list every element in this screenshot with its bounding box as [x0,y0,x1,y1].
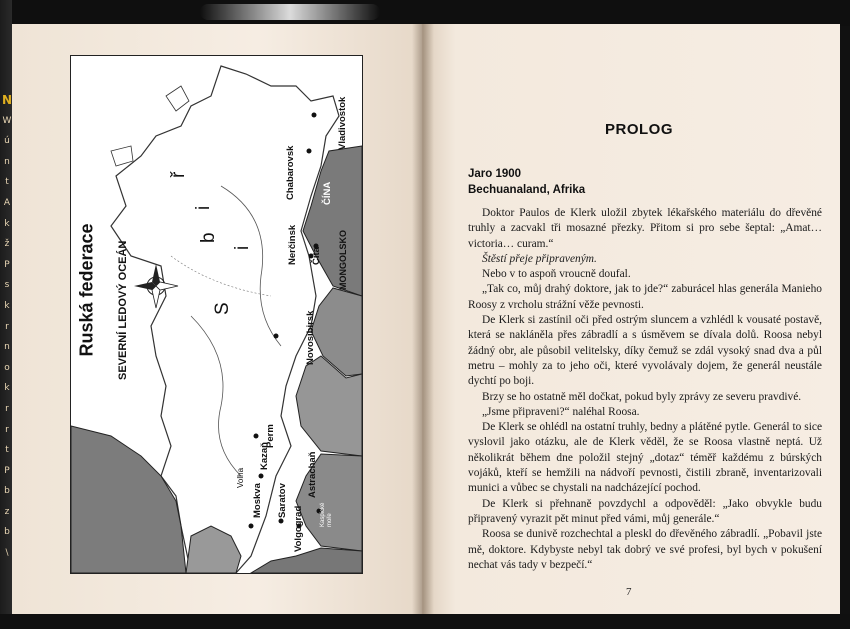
bottom-shadow [0,614,850,629]
page-number: 7 [626,586,632,598]
italic-text: Štěstí přeje připraveným. [482,252,597,265]
spine-letter: r [5,403,9,414]
city-dot-chabarovsk [307,149,312,154]
spine-letter: N [2,93,13,107]
label-vladivostok: Vladivostok [337,96,348,150]
city-dot-perm [254,434,259,439]
label-siberia-b: b [198,232,219,243]
spine-letter: n [4,342,10,353]
label-moskva: Moskva [252,483,263,518]
dateline-date: Jaro 1900 [468,168,522,180]
label-ocean: SEVERNÍ LEDOVÝ OCEÁN [117,240,129,380]
city-dot-saratov [279,519,284,524]
label-siberia-i: i [232,245,253,250]
spine-letter: P [4,259,10,270]
spine-letter: n [4,156,10,167]
prologue-body [468,206,822,573]
spine-letter: ú [4,136,10,147]
spine-letter: b [4,486,10,497]
spine-letter: s [4,280,10,291]
label-mongolsko: MONGOLSKO [338,230,348,290]
paragraph: Brzy se ho ostatně měl dočkat, pokud byly zprávy ze severu pravdivé. [482,390,802,403]
paragraph: Nebo v to aspoň vroucně doufal. [482,268,631,281]
spine-letter: r [5,321,9,332]
spine-letter: W [2,115,12,126]
spine-letter: b [4,527,10,538]
spine-letter: P [4,465,10,476]
adjacent-book-spine [0,0,12,629]
spine-letter: k [4,218,10,229]
light-reflection [200,4,380,20]
label-chabarovsk: Chabarovsk [285,145,296,200]
spine-letter: t [5,177,9,188]
label-perm: Perm [265,424,276,448]
spine-letter: k [4,300,10,311]
label-china: ČÍNA [322,181,333,205]
book-gutter [412,24,434,614]
dateline-place: Bechuanaland, Afrika [468,184,586,196]
label-siberia-s: S [212,302,233,315]
map-title: Ruská federace [76,223,97,357]
paragraph: Roosa se dunivě rozchechtal a pleskl do dřevěného zábradlí. „Pobavil jste mě, doktore. Kdybyste nebyl tak dobrý ve své profesi, byl bych v pokušení nechat vás tady v bezpečí.“ [468,528,822,571]
paragraph: De Klerk se ohlédl na ostatní truhly, bedny a plátěné pytle. Generál to sice vyslovil jako otázku, ale de Klerk věděl, že se Roosa vlastně neptá. Už několikrát během dne položil stejný „dotaz“ téměř každému z búrských vojáků, kteří se hemžili na nádvoří pevnosti, čistili zbraně, inventarizovali munici a vůbec se chystali na nadcházející pochod. [468,421,822,495]
spine-letter: k [4,383,10,394]
paragraph: Doktor Paulos de Klerk uložil zbytek lékařského materiálu do dřevěné truhly a zacvakl tři mosazné přezky. Přitom si pro sebe šeptal: „Amat… victoria… curam.“ [468,207,822,250]
spine-letter: r [5,424,9,435]
chapter-title: PROLOG [605,121,674,138]
spine-letter: o [4,362,10,373]
spine-letter: \ [5,548,9,559]
label-nercinsk: Nerčinsk [287,224,298,265]
label-volgograd: Volgograd [293,505,304,552]
label-astrachan: Astrachaň [307,451,318,498]
paragraph: De Klerk si zastínil oči před ostrým sluncem a vzhlédl k vousaté postavě, která se nakláněla přes zábradlí a s úsměvem se dívala dolů. Roosa nebyl žádný obr, ale působil velitelsky, díky čemuž se zdál vysoký snad dva a půl metru – mohly za to jeho oči, které vyvolávaly dojem, že generál neustále dychtí po boji. [468,314,822,388]
spine-letter: z [4,506,10,517]
paragraph: De Klerk si přehnaně povzdychl a odpověděl: „Jako obvykle budu připravený vyrazit pět minut před vámi, můj generále.“ [468,497,822,525]
label-kazan: Kazaň [259,442,270,470]
paragraph: „Tak co, můj drahý doktore, jak to jde?“ zaburácel hlas generála Manieho Roosy z vrcholu strážní věže pevnosti. [468,283,822,311]
label-novosibirsk: Novosibirsk [305,310,316,365]
spine-letter: t [5,445,9,456]
city-dot-vladivostok [312,113,317,118]
spine-letter: A [3,197,11,208]
label-siberia-r: ř [168,171,189,178]
label-siberia-i2: i [193,205,214,210]
city-dot-kazan [259,474,264,479]
spine-letter: ž [4,239,10,250]
spine-letters [2,90,12,564]
paragraph: „Jsme připraveni?“ naléhal Roosa. [482,405,640,418]
top-shadow [0,0,850,26]
city-dot-novosibirsk [274,334,279,339]
label-saratov: Saratov [277,483,288,518]
dateline [468,166,585,198]
label-kaspicke-more: Kaspické moře [320,502,333,527]
label-cita: Čita [311,247,322,265]
city-dot-moskva [249,524,254,529]
label-volha: Volha [236,467,245,488]
paragraph-italic [468,252,822,267]
